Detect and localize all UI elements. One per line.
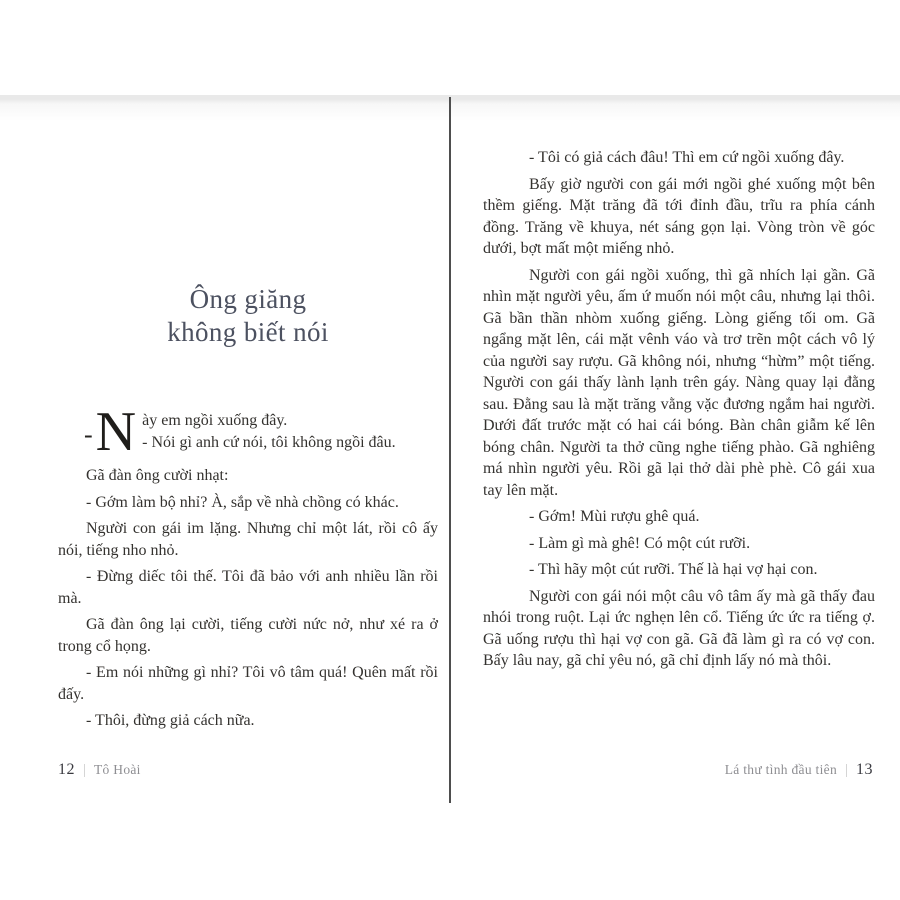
paragraph: - Làm gì mà ghê! Có một cút rưỡi. [529,534,751,552]
left-page-footer [58,761,141,779]
paragraph: Gã đàn ông lại cười, tiếng cười nức nở, như xé ra ở trong cổ họng. [58,616,438,655]
opening-line2: - Nói gì anh cứ nói, tôi không ngồi đâu. [142,433,396,451]
right-page-text [483,97,875,672]
paragraph: Bấy giờ người con gái mới ngồi ghé xuống một bên thềm giếng. Mặt trăng đã tới đỉnh đầu, trĩu ra phía cánh đồng. Trăng về khuya, nét sáng gọn lại. Vòng tròn về góc dưới, bợt mất một miếng nhỏ. [483,175,875,257]
page-number: 13 [856,761,873,778]
running-footer-author: Tô Hoài [94,762,141,777]
chapter-title-line1: Ông giăng [189,284,307,314]
chapter-title [58,283,438,349]
right-page-footer [725,761,873,779]
paragraph: Gã đàn ông cười nhạt: [86,467,229,484]
footer-separator [846,764,847,777]
page-number: 12 [58,761,75,778]
opening-lines [142,409,396,453]
paragraph: - Tôi có giả cách đâu! Thì em cứ ngồi xuống đây. [529,149,845,166]
paragraph: Người con gái im lặng. Nhưng chỉ một lát, rồi cô ấy nói, tiếng nho nhỏ. [58,520,438,559]
left-page [58,97,438,803]
paragraph: - Em nói những gì nhỉ? Tôi vô tâm quá! Quên mất rồi đấy. [58,664,438,703]
running-footer-chapter: Lá thư tình đầu tiên [724,762,837,777]
paragraph: - Đừng diếc tôi thế. Tôi đã bảo với anh nhiều lần rồi mà. [58,568,438,607]
paragraph: - Thì hãy một cút rưỡi. Thế là hại vợ hại con. [529,561,818,578]
paragraph: - Thôi, đừng giả cách nữa. [86,712,255,729]
paragraph: - Gớm làm bộ nhỉ? À, sắp về nhà chồng có khác. [86,493,399,511]
dialogue-dash: - [84,420,93,449]
paragraph: - Gớm! Mùi rượu ghê quá. [529,508,700,525]
opening-line1: ày em ngồi xuống đây. [142,412,288,429]
left-page-text [58,465,438,732]
opening-paragraph [58,401,438,463]
paragraph: Người con gái nói một câu vô tâm ấy mà gã thấy đau nhói trong ruột. Lại ức nghẹn lên cổ. Tiếng ức ức ra tiếng ợ. Gã uống rượu thì hại vợ con gã. Gã đã làm gì ra có vợ con. Bấy lâu nay, gã chỉ yêu nó, gã chỉ định lấy nó mà thôi. [483,587,875,669]
drop-cap-letter: N [95,401,137,463]
chapter-title-line2: không biết nói [167,317,329,347]
paragraph: Người con gái ngồi xuống, thì gã nhích lại gần. Gã nhìn mặt người yêu, ấm ứ muốn nói một câu, nhưng lại thôi. Gã bần thần nhòm xuống giếng. Lòng giếng tối om. Gã ngẩng mặt lên, cái mặt vênh váo và trơ trẽn một cách vô lý của người say rượu. Gã không nói, nhưng “hừm” một tiếng. Người con gái thấy lành lạnh trên gáy. Nàng quay lại đằng sau. Đằng sau là mặt trăng vằng vặc đương ngắm hai người. Dưới đất trước mặt có hai cái bóng. Bàn chân giẫm kế lên bóng chân. Người ta thở cũng nghe tiếng phào. Gã nghiêng má nhìn người yêu. Rồi gã lại thở dài phè phè. Cô gái xua tay lên mặt. [483,266,875,499]
page-gutter-divider [449,97,451,803]
footer-separator [84,764,85,777]
right-page [483,97,875,803]
